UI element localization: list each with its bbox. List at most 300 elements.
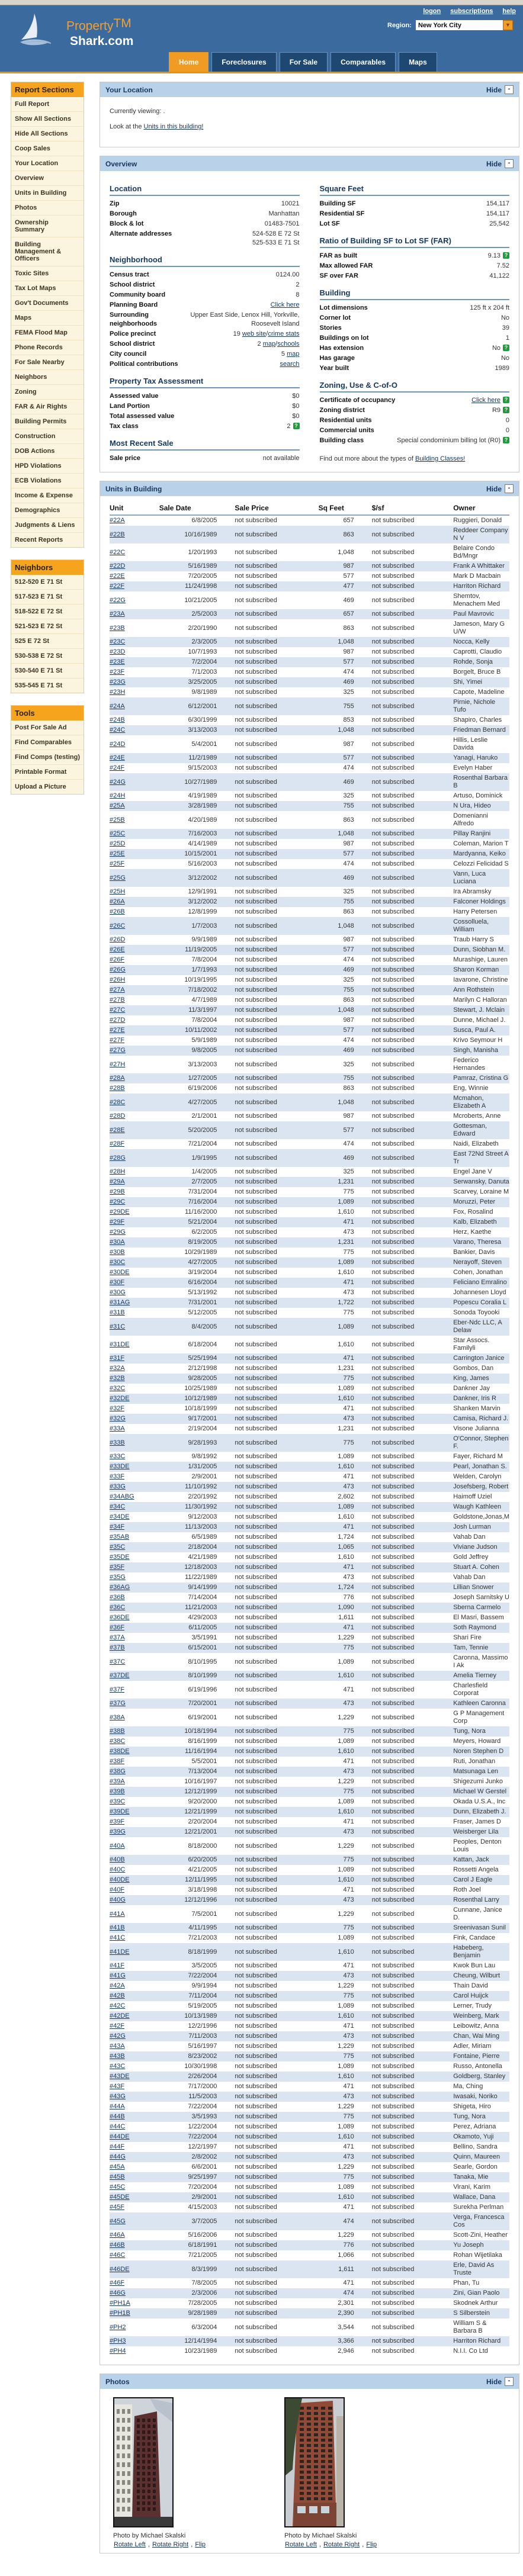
price-per-sf-cell: not subscribed: [371, 1934, 415, 1941]
help-icon[interactable]: ?: [503, 407, 509, 413]
unit-link[interactable]: #26A: [110, 898, 125, 905]
unit-link[interactable]: #25D: [110, 840, 126, 847]
help-icon[interactable]: ?: [503, 345, 509, 351]
table-row: [110, 561, 509, 571]
top-link-help[interactable]: help: [502, 8, 516, 15]
sq-feet-cell: 755: [343, 898, 354, 905]
unit-link[interactable]: #40C: [110, 1866, 126, 1873]
price-per-sf-cell: not subscribed: [371, 1924, 415, 1931]
tab-foreclosures[interactable]: Foreclosures: [211, 52, 276, 72]
unit-link[interactable]: #42G: [110, 2033, 126, 2040]
sidebar-item-dob-actions[interactable]: DOB Actions: [11, 444, 84, 459]
field-value: 10021: [281, 200, 300, 207]
unit-link[interactable]: #28E: [110, 1126, 125, 1134]
unit-link[interactable]: #23C: [110, 638, 126, 645]
unit-link[interactable]: #33DE: [110, 1463, 130, 1470]
sidebar-item-ecb-violations[interactable]: ECB Violations: [11, 474, 84, 488]
unit-link[interactable]: #33A: [110, 1425, 125, 1432]
unit-link[interactable]: #25H: [110, 888, 126, 895]
unit-link[interactable]: #PH3: [110, 2337, 126, 2345]
sidebar-item-find-comps-testing[interactable]: Find Comps (testing): [11, 750, 84, 765]
unit-link[interactable]: #PH1B: [110, 2310, 130, 2317]
table-row: [110, 897, 509, 907]
sq-feet-cell: 474: [343, 1037, 354, 1044]
unit-link[interactable]: #42C: [110, 2002, 126, 2009]
unit-link[interactable]: #38F: [110, 1758, 125, 1765]
sidebar-item-find-comparables[interactable]: Find Comparables: [11, 735, 84, 750]
help-icon[interactable]: ?: [293, 423, 300, 429]
unit-link[interactable]: #44C: [110, 2123, 126, 2130]
unit-link[interactable]: #35DE: [110, 1554, 130, 1561]
sidebar-item-maps[interactable]: Maps: [11, 311, 84, 326]
overview-group-heading-zoning-use-c-of-o: Zoning, Use & C-of-O: [320, 374, 510, 393]
sidebar-item-printable-format[interactable]: Printable Format: [11, 765, 84, 780]
sale-date-cell: 6/2/2005: [191, 1228, 217, 1236]
unit-link[interactable]: #29F: [110, 1218, 125, 1226]
unit-link[interactable]: #29G: [110, 1228, 126, 1236]
building-photo-1[interactable]: [113, 2397, 206, 2527]
unit-link[interactable]: #43G: [110, 2093, 126, 2100]
sidebar-item-518-522-e-72-st[interactable]: 518-522 E 72 St: [11, 604, 84, 619]
sidebar-item-construction[interactable]: Construction: [11, 429, 84, 444]
units-in-building-link[interactable]: Units in this building!: [143, 123, 204, 130]
table-row: [110, 1855, 509, 1865]
unit-link[interactable]: #44B: [110, 2113, 125, 2120]
unit-cell: [110, 1336, 159, 1353]
unit-link[interactable]: #31DE: [110, 1340, 130, 1348]
unit-link[interactable]: #33B: [110, 1439, 125, 1446]
unit-link[interactable]: #29C: [110, 1198, 126, 1205]
unit-link[interactable]: #24G: [110, 778, 126, 786]
unit-link[interactable]: #28B: [110, 1085, 125, 1092]
unit-link[interactable]: #35AB: [110, 1533, 130, 1541]
unit-link[interactable]: #35G: [110, 1574, 126, 1581]
sidebar-item-overview[interactable]: Overview: [11, 171, 84, 186]
unit-link[interactable]: #39A: [110, 1778, 125, 1785]
unit-link[interactable]: #34ABG: [110, 1493, 134, 1500]
unit-link[interactable]: #37C: [110, 1658, 126, 1665]
price-per-sf-cell: not subscribed: [371, 1503, 415, 1510]
unit-link[interactable]: #30DE: [110, 1269, 130, 1276]
unit-link[interactable]: #39F: [110, 1818, 125, 1825]
unit-link[interactable]: #39B: [110, 1788, 125, 1795]
unit-link[interactable]: #44A: [110, 2103, 125, 2110]
sidebar-item-judgments-liens[interactable]: Judgments & Liens: [11, 518, 84, 533]
unit-cell: [110, 2162, 159, 2172]
unit-link[interactable]: #40G: [110, 1896, 126, 1903]
sq-feet-cell: 1,610: [338, 2012, 354, 2019]
unit-link[interactable]: #30G: [110, 1289, 126, 1296]
price-per-sf-cell: not subscribed: [371, 2194, 415, 2201]
hide-button[interactable]: Hide -: [486, 484, 514, 493]
unit-link[interactable]: #26E: [110, 946, 125, 953]
unit-link[interactable]: #46B: [110, 2241, 125, 2249]
unit-link[interactable]: #35F: [110, 1564, 125, 1571]
sale-price-cell: not subscribed: [235, 2022, 277, 2030]
sidebar-item-far-air-rights[interactable]: FAR & Air Rights: [11, 400, 84, 414]
hide-button[interactable]: Hide -: [486, 85, 514, 94]
hide-button[interactable]: Hide -: [486, 159, 514, 168]
collapse-icon[interactable]: -: [505, 2377, 514, 2386]
unit-link[interactable]: #28H: [110, 1168, 126, 1175]
unit-link[interactable]: #24A: [110, 702, 125, 710]
unit-link[interactable]: #25A: [110, 802, 125, 809]
owner-cell: Naidi, Elizabeth: [453, 1140, 499, 1147]
sq-feet-cell: 1,610: [338, 1395, 354, 1402]
unit-link[interactable]: #36F: [110, 1624, 125, 1631]
unit-link[interactable]: #27D: [110, 1017, 126, 1024]
sidebar-item-fema-flood-map[interactable]: FEMA Flood Map: [11, 326, 84, 340]
unit-link[interactable]: #23B: [110, 624, 125, 632]
sidebar-item-photos[interactable]: Photos: [11, 201, 84, 216]
photo-action-rotate-right[interactable]: Rotate Right: [323, 2541, 360, 2548]
sidebar-item-ownership-summary[interactable]: Ownership Summary: [11, 216, 84, 237]
unit-link[interactable]: #40A: [110, 1842, 125, 1850]
table-row: [110, 543, 509, 561]
unit-link[interactable]: #34C: [110, 1503, 126, 1510]
unit-link[interactable]: #24C: [110, 726, 126, 734]
sale-price-cell: not subscribed: [235, 596, 277, 604]
unit-link[interactable]: #45G: [110, 2217, 126, 2225]
sale-price-cell: not subscribed: [235, 2113, 277, 2120]
collapse-icon[interactable]: -: [505, 159, 514, 168]
collapse-icon[interactable]: -: [505, 484, 514, 493]
unit-link[interactable]: #44DE: [110, 2133, 130, 2140]
tab-home[interactable]: Home: [169, 52, 208, 72]
unit-link[interactable]: #22F: [110, 583, 125, 590]
unit-link[interactable]: #28A: [110, 1075, 125, 1082]
price-per-sf-cell: not subscribed: [371, 986, 415, 993]
unit-link[interactable]: #24E: [110, 754, 125, 761]
unit-link[interactable]: #42A: [110, 1982, 125, 1989]
unit-link[interactable]: #38DE: [110, 1748, 130, 1755]
table-row: [110, 515, 509, 526]
region-select[interactable]: [415, 20, 514, 31]
collapse-icon[interactable]: -: [505, 85, 514, 94]
unit-link[interactable]: #42F: [110, 2022, 125, 2030]
unit-link[interactable]: #33F: [110, 1473, 125, 1480]
unit-link[interactable]: #30C: [110, 1259, 126, 1266]
unit-link[interactable]: #25B: [110, 816, 125, 824]
sq-feet-cell: 474: [343, 956, 354, 963]
value-link-schools[interactable]: schools: [277, 340, 300, 348]
photo-action-rotate-left[interactable]: Rotate Left: [285, 2541, 317, 2548]
unit-link[interactable]: #39G: [110, 1828, 126, 1835]
sale-price-cell: not subscribed: [235, 1624, 277, 1631]
unit-link[interactable]: #43B: [110, 2053, 125, 2060]
unit-link[interactable]: #43DE: [110, 2073, 130, 2080]
unit-link[interactable]: #22D: [110, 562, 126, 570]
unit-link[interactable]: #38C: [110, 1738, 126, 1745]
unit-link[interactable]: #24H: [110, 792, 126, 799]
unit-link[interactable]: #37G: [110, 1700, 126, 1707]
sidebar-item-525-e-72-st[interactable]: 525 E 72 St: [11, 634, 84, 649]
sidebar-item-demographics[interactable]: Demographics: [11, 503, 84, 518]
unit-link[interactable]: #36AG: [110, 1584, 130, 1591]
unit-link[interactable]: #27F: [110, 1037, 125, 1044]
value-link-web-site[interactable]: web site: [242, 330, 267, 337]
value-link-search[interactable]: search: [280, 361, 300, 368]
unit-link[interactable]: #33C: [110, 1453, 126, 1460]
unit-link[interactable]: #24D: [110, 740, 126, 748]
top-link-subscriptions[interactable]: subscriptions: [450, 8, 493, 15]
unit-link[interactable]: #32C: [110, 1385, 126, 1392]
unit-link[interactable]: #24B: [110, 716, 125, 723]
sidebar-item-gov-t-documents[interactable]: Gov't Documents: [11, 296, 84, 311]
unit-link[interactable]: #23H: [110, 689, 126, 696]
unit-link[interactable]: #29B: [110, 1188, 125, 1195]
building-photo-2[interactable]: [284, 2397, 377, 2527]
sidebar-item-toxic-sites[interactable]: Toxic Sites: [11, 266, 84, 281]
unit-link[interactable]: #27C: [110, 1006, 126, 1014]
unit-link[interactable]: #45C: [110, 2183, 126, 2191]
unit-link[interactable]: #27H: [110, 1060, 126, 1068]
unit-link[interactable]: #35C: [110, 1543, 126, 1551]
table-row: [110, 1083, 509, 1094]
unit-link[interactable]: #27E: [110, 1027, 125, 1034]
tab-comparables[interactable]: Comparables: [331, 52, 396, 72]
unit-link[interactable]: #29A: [110, 1178, 125, 1185]
help-icon[interactable]: ?: [503, 397, 509, 403]
unit-link[interactable]: #27A: [110, 986, 125, 993]
sale-date-cell: 12/18/2003: [184, 1564, 217, 1571]
unit-cell: [110, 945, 159, 955]
unit-link[interactable]: #23A: [110, 610, 125, 618]
value-link-crime-stats[interactable]: crime stats: [268, 330, 300, 337]
sale-date-cell: 10/30/1998: [184, 2063, 217, 2070]
unit-link[interactable]: #41B: [110, 1924, 125, 1931]
tab-for-sale[interactable]: For Sale: [280, 52, 328, 72]
photo-action-rotate-right[interactable]: Rotate Right: [152, 2541, 189, 2548]
unit-link[interactable]: #40B: [110, 1856, 125, 1863]
tab-maps[interactable]: Maps: [399, 52, 437, 72]
unit-link[interactable]: #44G: [110, 2153, 126, 2160]
sidebar-item-building-management-officers[interactable]: Building Management & Officers: [11, 237, 84, 266]
unit-link[interactable]: #29DE: [110, 1208, 130, 1215]
unit-link[interactable]: #45F: [110, 2204, 125, 2211]
unit-link[interactable]: #22B: [110, 530, 125, 538]
unit-link[interactable]: #31C: [110, 1323, 126, 1330]
sidebar-item-coop-sales[interactable]: Coop Sales: [11, 141, 84, 156]
unit-link[interactable]: #43A: [110, 2043, 125, 2050]
unit-link[interactable]: #23D: [110, 648, 126, 655]
unit-link[interactable]: #32A: [110, 1365, 125, 1372]
unit-link[interactable]: #40F: [110, 1886, 125, 1893]
unit-link[interactable]: #32DE: [110, 1395, 130, 1402]
unit-link[interactable]: #31AG: [110, 1299, 130, 1306]
unit-link[interactable]: #39DE: [110, 1808, 130, 1815]
unit-link[interactable]: #23G: [110, 678, 126, 686]
unit-link[interactable]: #26F: [110, 956, 125, 963]
sidebar-item-530-538-e-72-st[interactable]: 530-538 E 72 St: [11, 649, 84, 664]
unit-link[interactable]: #34DE: [110, 1513, 130, 1520]
unit-link[interactable]: #32F: [110, 1405, 125, 1412]
sidebar-item-show-all-sections[interactable]: Show All Sections: [11, 112, 84, 127]
unit-link[interactable]: #46G: [110, 2289, 126, 2297]
sidebar-item-building-permits[interactable]: Building Permits: [11, 414, 84, 429]
unit-link[interactable]: #34F: [110, 1523, 125, 1530]
unit-link[interactable]: #30B: [110, 1249, 125, 1256]
sidebar-item-hpd-violations[interactable]: HPD Violations: [11, 459, 84, 474]
unit-link[interactable]: #43F: [110, 2083, 125, 2090]
sale-date-cell: 5/19/2005: [188, 2002, 217, 2009]
unit-cell: [110, 2132, 159, 2142]
unit-link[interactable]: #30F: [110, 1279, 125, 1286]
value-link-map[interactable]: map: [287, 350, 300, 358]
unit-link[interactable]: #38A: [110, 1713, 125, 1721]
unit-link[interactable]: #36DE: [110, 1614, 130, 1621]
unit-link[interactable]: #45B: [110, 2173, 125, 2181]
sidebar-item-512-520-e-71-st[interactable]: 512-520 E 71 St: [11, 575, 84, 590]
unit-link[interactable]: #36C: [110, 1604, 126, 1611]
sale-date-cell: 7/22/2004: [188, 2103, 217, 2110]
unit-link[interactable]: #46DE: [110, 2265, 130, 2273]
sidebar-item-521-523-e-72-st[interactable]: 521-523 E 72 St: [11, 619, 84, 634]
unit-link[interactable]: #28F: [110, 1140, 125, 1147]
unit-link[interactable]: #46F: [110, 2279, 125, 2286]
unit-link[interactable]: #28C: [110, 1098, 126, 1106]
unit-link[interactable]: #23E: [110, 658, 125, 665]
sidebar-item-tax-lot-maps[interactable]: Tax Lot Maps: [11, 281, 84, 296]
unit-link[interactable]: #41DE: [110, 1948, 130, 1956]
sidebar-item-income-expense[interactable]: Income & Expense: [11, 488, 84, 503]
unit-link[interactable]: #30A: [110, 1239, 125, 1246]
top-link-logon[interactable]: logon: [423, 8, 441, 15]
price-per-sf-cell: not subscribed: [371, 668, 415, 676]
unit-link[interactable]: #25C: [110, 830, 126, 837]
unit-link[interactable]: #32B: [110, 1375, 125, 1382]
unit-link[interactable]: #39C: [110, 1798, 126, 1805]
unit-link[interactable]: #40DE: [110, 1876, 130, 1883]
sidebar-item-post-for-sale-ad[interactable]: Post For Sale Ad: [11, 721, 84, 735]
photo-caption: [284, 2532, 377, 2549]
owner-cell: Moruzzi, Peter: [453, 1198, 496, 1205]
chevron-down-icon[interactable]: ▼: [503, 20, 513, 30]
unit-link[interactable]: #PH2: [110, 2323, 126, 2331]
unit-link[interactable]: #42B: [110, 1992, 125, 1999]
unit-link[interactable]: #42DE: [110, 2012, 130, 2019]
sidebar-item-hide-all-sections[interactable]: Hide All Sections: [11, 127, 84, 141]
unit-link[interactable]: #41F: [110, 1962, 125, 1969]
unit-link[interactable]: #26D: [110, 936, 126, 943]
sidebar-item-upload-a-picture[interactable]: Upload a Picture: [15, 783, 66, 790]
unit-link[interactable]: #26H: [110, 976, 126, 983]
sidebar-item-zoning[interactable]: Zoning: [11, 385, 84, 400]
unit-link[interactable]: #23F: [110, 668, 125, 676]
unit-link[interactable]: #22G: [110, 596, 126, 604]
photo-action-rotate-left[interactable]: Rotate Left: [114, 2541, 146, 2548]
sale-price-cell: not subscribed: [235, 1992, 277, 1999]
sidebar-item-units-in-building[interactable]: Units in Building: [11, 186, 84, 201]
unit-link[interactable]: #41C: [110, 1934, 126, 1941]
unit-link[interactable]: #22A: [110, 517, 125, 524]
unit-link[interactable]: #44F: [110, 2143, 125, 2150]
unit-link[interactable]: #28G: [110, 1154, 126, 1162]
unit-link[interactable]: #41A: [110, 1910, 125, 1918]
unit-link[interactable]: #46A: [110, 2231, 125, 2239]
field-row-assessed-value: [110, 391, 300, 401]
unit-link[interactable]: #37B: [110, 1644, 125, 1651]
unit-link[interactable]: #37A: [110, 1634, 125, 1641]
sidebar-item-full-report[interactable]: Full Report: [11, 97, 84, 112]
table-row: [110, 1005, 509, 1015]
unit-link[interactable]: #43C: [110, 2063, 126, 2070]
sidebar-item-530-540-e-71-st[interactable]: 530-540 E 71 St: [11, 664, 84, 678]
unit-link[interactable]: #31B: [110, 1309, 125, 1316]
unit-link[interactable]: #24F: [110, 764, 125, 771]
unit-link[interactable]: #25F: [110, 860, 125, 867]
unit-link[interactable]: #27G: [110, 1047, 126, 1054]
value-link-click-here[interactable]: Click here: [270, 301, 300, 308]
unit-cell: [110, 2308, 159, 2318]
unit-link[interactable]: #22C: [110, 548, 126, 556]
photo-action-flip[interactable]: Flip: [195, 2541, 206, 2548]
owner-cell: Gombos, Dan: [453, 1365, 494, 1372]
unit-cell: [110, 1681, 159, 1699]
sidebar-item-517-523-e-71-st[interactable]: 517-523 E 71 St: [11, 590, 84, 604]
hide-button[interactable]: Hide -: [486, 2377, 514, 2386]
unit-link[interactable]: #26G: [110, 966, 126, 973]
building-classes-link[interactable]: Building Classes!: [415, 455, 466, 462]
price-per-sf-cell: not subscribed: [371, 2204, 415, 2211]
sidebar-item-for-sale-nearby[interactable]: For Sale Nearby: [11, 355, 84, 370]
value-link-map[interactable]: map: [262, 340, 276, 348]
unit-link[interactable]: #PH1A: [110, 2300, 130, 2307]
unit-cell: [110, 1709, 159, 1726]
unit-link[interactable]: #37DE: [110, 1672, 130, 1679]
unit-cell: [110, 2102, 159, 2112]
unit-link[interactable]: #22E: [110, 573, 125, 580]
sidebar-item-phone-records[interactable]: Phone Records: [11, 340, 84, 355]
unit-link[interactable]: #PH4: [110, 2347, 126, 2355]
sidebar-item-your-location[interactable]: Your Location: [11, 156, 84, 171]
unit-link[interactable]: #33G: [110, 1483, 126, 1490]
unit-link[interactable]: #38G: [110, 1768, 126, 1775]
unit-cell: [110, 1885, 159, 1895]
sidebar-item-535-545-e-71-st[interactable]: 535-545 E 71 St: [15, 682, 63, 689]
unit-link[interactable]: #27B: [110, 996, 125, 1004]
unit-link[interactable]: #45A: [110, 2163, 125, 2170]
help-icon[interactable]: ?: [503, 437, 509, 443]
unit-cell: [110, 647, 159, 657]
photo-action-flip[interactable]: Flip: [366, 2541, 377, 2548]
unit-link[interactable]: #46C: [110, 2252, 126, 2259]
unit-link[interactable]: #25G: [110, 874, 126, 882]
unit-link[interactable]: #38B: [110, 1728, 125, 1735]
table-row: [110, 697, 509, 715]
owner-cell: Yanagi, Haruko: [453, 754, 498, 761]
photo-item: [113, 2397, 206, 2549]
sq-feet-cell: 775: [343, 2173, 354, 2181]
unit-link[interactable]: #37F: [110, 1686, 125, 1693]
sale-date-cell: 11/5/2003: [188, 2093, 217, 2100]
sidebar-item-neighbors[interactable]: Neighbors: [11, 370, 84, 385]
sq-feet-cell: 775: [343, 1856, 354, 1863]
unit-link[interactable]: #28D: [110, 1112, 126, 1120]
sidebar-item-recent-reports[interactable]: Recent Reports: [15, 536, 63, 543]
unit-link[interactable]: #32G: [110, 1415, 126, 1422]
unit-link[interactable]: #26C: [110, 922, 126, 930]
unit-link[interactable]: #25E: [110, 850, 125, 857]
unit-link[interactable]: #26B: [110, 908, 125, 915]
unit-link[interactable]: #45DE: [110, 2194, 130, 2201]
value-link-click-here[interactable]: Click here: [471, 397, 500, 404]
unit-link[interactable]: #31F: [110, 1355, 125, 1362]
unit-link[interactable]: #41G: [110, 1972, 126, 1979]
unit-link[interactable]: #36B: [110, 1594, 125, 1601]
field-row-tax-class: [110, 422, 300, 432]
help-icon[interactable]: ?: [503, 252, 509, 259]
